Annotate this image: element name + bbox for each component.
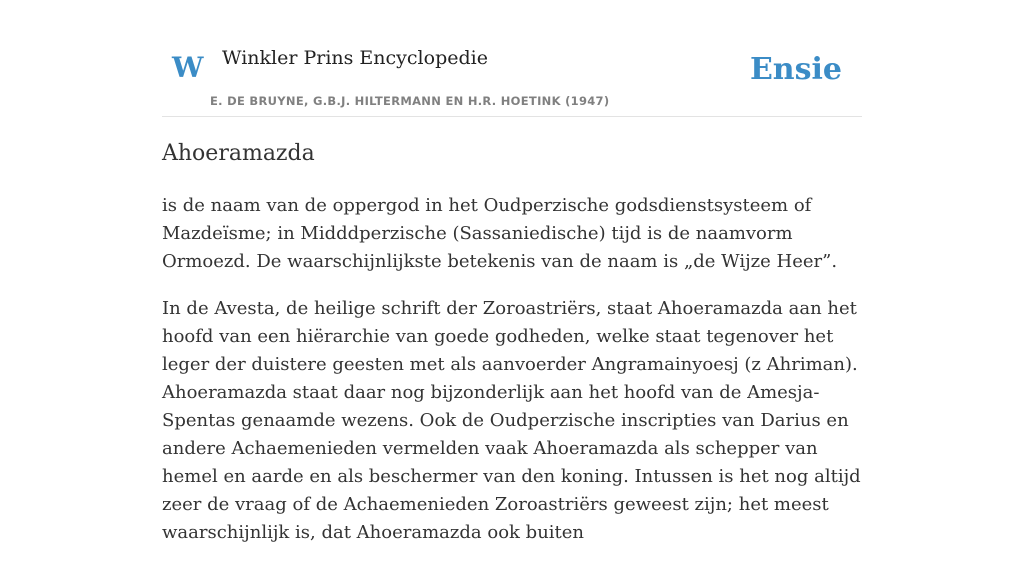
publication-title[interactable]: Winkler Prins Encyclopedie bbox=[222, 47, 488, 69]
article-body bbox=[162, 192, 868, 566]
site-header bbox=[162, 0, 862, 117]
brand-logo[interactable]: Ensie bbox=[749, 52, 842, 87]
publication-logo[interactable]: W bbox=[172, 51, 204, 84]
article-paragraph: is de naam van de oppergod in het Oudperzische godsdienstsysteem of Mazdeïsme; in Midddperzische (Sassaniedische) tijd is de naamvorm Ormoezd. De waarschijnlijkste betekenis van de naam is „de Wijze Heer”. bbox=[162, 195, 838, 272]
publication-authors: E. DE BRUYNE, G.B.J. HILTERMANN EN H.R. HOETINK (1947) bbox=[210, 94, 610, 108]
article-paragraph: In de Avesta, de heilige schrift der Zoroastriërs, staat Ahoeramazda aan het hoofd van een hiërarchie van goede godheden, welke staat tegenover het leger der duistere geesten met als aanvoerder Angramainyoesj (z Ahriman). Ahoeramazda staat daar nog bijzonderlijk aan het hoofd van de Amesja-Spentas genaamde wezens. Ook de Oudperzische inscripties van Darius en andere Achaemenieden vermelden vaak Ahoeramazda als schepper van hemel en aarde en als beschermer van den koning. Intussen is het nog altijd zeer de vraag of de Achaemenieden Zoroastriërs geweest zijn; het meest waarschijnlijk is, dat Ahoeramazda ook buiten bbox=[162, 298, 861, 543]
article-title: Ahoeramazda bbox=[162, 141, 315, 166]
